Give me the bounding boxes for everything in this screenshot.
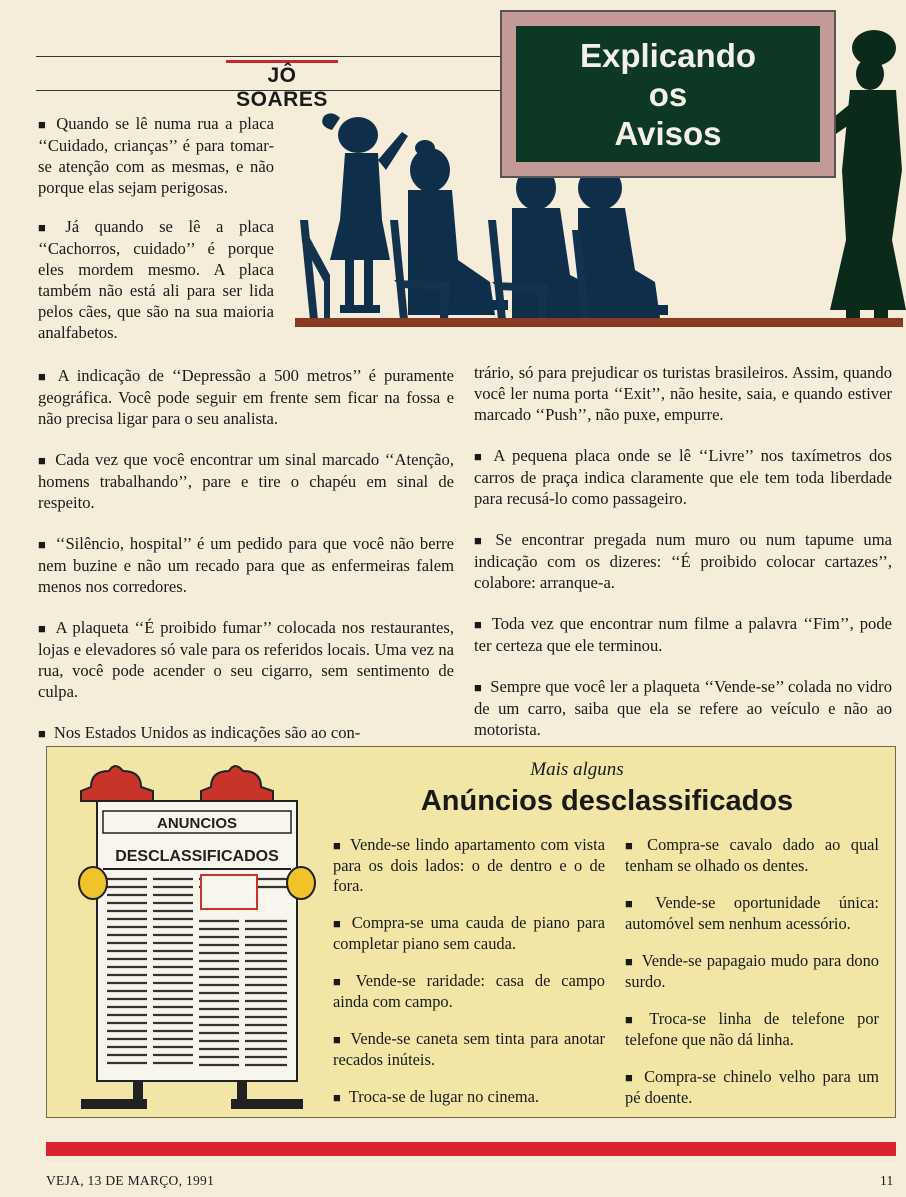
left-hand: [79, 867, 107, 899]
newspaper-subhead: DESCLASSIFICADOS: [115, 848, 279, 865]
classified-ad: ■ Compra-se chinelo velho para um pé doente.: [625, 1067, 879, 1108]
child-silhouette-1: [322, 113, 408, 313]
left-column: [38, 365, 454, 762]
headline-line-2: os: [648, 75, 688, 113]
classifieds-box: [46, 746, 896, 1118]
classified-ad: ■ Compra-se cavalo dado ao qual tenham se olhado os dentes.: [625, 835, 879, 876]
floor-strip: [295, 318, 903, 327]
body-paragraph: ■ Cada vez que você encontrar um sinal marcado ‘‘Atenção, homens trabalhando’’, pare e tire o chapéu em sinal de respeito.: [38, 449, 454, 513]
footer-page-number: 11: [880, 1173, 894, 1188]
box-kicker: Mais alguns: [530, 759, 624, 780]
body-paragraph: ■ Nos Estados Unidos as indicações são ao con-: [38, 722, 454, 744]
classified-ad: ■ Troca-se linha de telefone por telefone que não dá linha.: [625, 1009, 879, 1050]
footer-publication: VEJA, 13 DE MARÇO, 1991: [46, 1173, 215, 1188]
ads-left-column: [333, 835, 605, 1125]
body-paragraph: ■ A plaqueta ‘‘É proibido fumar’’ colocada nos restaurantes, lojas e elevadores só vale para os referidos locais. Uma vez na rua, você pode acender o seu cigarro, sem sentimento de culpa.: [38, 617, 454, 702]
intro-paragraph: ■ Quando se lê numa rua a placa ‘‘Cuidado, crianças’’ é para tomar-se atenção com as mesmas, e não porque elas sejam perigosas.: [38, 113, 274, 198]
chalkboard-headline: [500, 10, 836, 178]
intro-column: [38, 113, 274, 361]
newspaper-ad-frame: [201, 875, 257, 909]
chalkboard-surface: [516, 26, 820, 162]
right-column: [474, 362, 892, 758]
body-paragraph: ■ A indicação de ‘‘Depressão a 500 metros’’ é puramente geográfica. Você pode seguir em frente sem ficar na fossa e não precisa ligar para o seu analista.: [38, 365, 454, 429]
classified-ad: ■ Vende-se papagaio mudo para dono surdo.: [625, 951, 879, 992]
classified-ad: ■ Vende-se raridade: casa de campo ainda com campo.: [333, 971, 605, 1012]
body-paragraph: ■ ‘‘Silêncio, hospital’’ é um pedido para que você não berre nem buzine e não um recado para que as enfermeiras falem menos nos corredores.: [38, 533, 454, 597]
right-hand: [287, 867, 315, 899]
headline-line-3: Avisos: [614, 114, 722, 152]
box-title: Anúncios desclassificados: [420, 785, 794, 817]
child-silhouette-4: [578, 166, 668, 318]
classified-ad: ■ Troca-se de lugar no cinema.: [333, 1087, 605, 1108]
classified-ad: ■ Compra-se uma cauda de piano para completar piano sem cauda.: [333, 913, 605, 954]
intro-paragraph: ■ Já quando se lê a placa ‘‘Cachorros, cuidado’’ é porque eles mordem mesmo. A placa também não está ali para ser lida pelos cães, que são na sua maioria analfabetos.: [38, 216, 274, 343]
bottom-red-bar: [46, 1142, 896, 1156]
classified-ad: ■ Vende-se caneta sem tinta para anotar recados inúteis.: [333, 1029, 605, 1070]
classified-ad: ■ Vende-se oportunidade única: automóvel sem nenhum acessório.: [625, 893, 879, 934]
character-legs: [81, 1081, 303, 1109]
headline-line-1: Explicando: [579, 36, 757, 74]
body-paragraph: ■ A pequena placa onde se lê ‘‘Livre’’ nos taxímetros dos carros de praça indica claramente que ele tem toda liberdade para recusá-lo como passageiro.: [474, 445, 892, 509]
continuation-paragraph: trário, só para prejudicar os turistas brasileiros. Assim, quando você ler numa porta ‘‘Exit’’, não hesite, saia, e quando estiver marcado ‘‘Push’’, não puxe, empurre.: [474, 363, 892, 424]
body-paragraph: ■ Toda vez que encontrar num filme a palavra ‘‘Fim’’, pode ter certeza que ele terminou.: [474, 613, 892, 656]
ads-right-column: [625, 835, 879, 1125]
newspaper-masthead: ANUNCIOS: [156, 815, 238, 832]
body-paragraph: ■ Se encontrar pregada num muro ou num tapume uma indicação com os dizeres: ‘‘É proibido colocar cartazes’’, colabore: arranque-a.: [474, 529, 892, 593]
classified-ad: ■ Vende-se lindo apartamento com vista para os dois lados: o de dentro e o de fora.: [333, 835, 605, 896]
body-paragraph: ■ Sempre que você ler a plaqueta ‘‘Vende-se’’ colada no vidro de um carro, saiba que ela se refere ao veículo e não ao motorista.: [474, 676, 892, 740]
newspaper-character-illustration: [61, 761, 323, 1109]
author-byline: JÔ SOARES: [236, 64, 328, 111]
